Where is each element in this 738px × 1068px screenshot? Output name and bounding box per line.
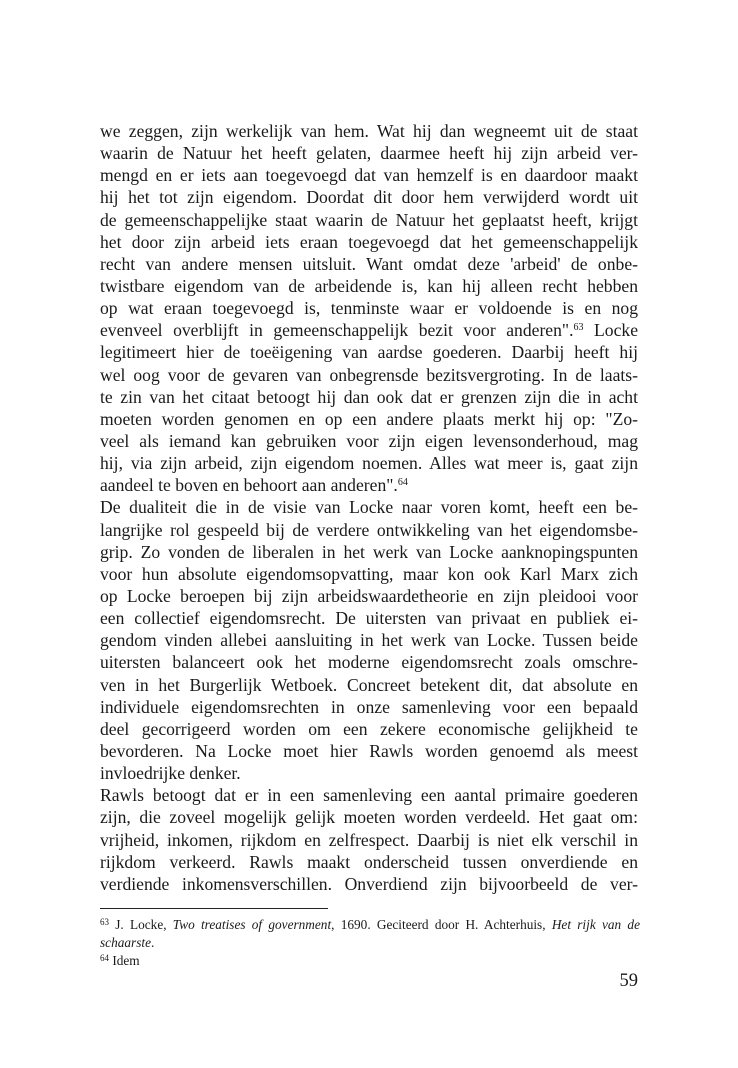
footnotes (100, 916, 640, 970)
footnote-text: J. Locke, (109, 917, 173, 932)
text-line: legitimeert hier de toeëigening van aardse goederen. Daarbij heeft hij (100, 342, 638, 363)
footnote-text: , 1690. Geciteerd door H. Achterhuis, (331, 917, 552, 932)
text-line: mengd en er iets aan toegevoegd dat van hemzelf is en daardoor maakt (100, 165, 638, 186)
text-line: individuele eigendomsrechten in onze samenleving voor een bepaald (100, 696, 638, 717)
footnote-number: 63 (100, 917, 109, 927)
text-line: hij het tot zijn eigendom. Doordat dit door hem verwijderd wordt uit (100, 187, 638, 208)
text-line: de gemeenschappelijke staat waarin de Natuur het geplaatst heeft, krijgt (100, 209, 638, 230)
footnote-separator (100, 908, 328, 909)
text-line: op wat eraan toegevoegd is, tenminste waar er voldoende is en nog (100, 298, 638, 319)
text-line: moeten worden genomen en op een andere plaats merkt hij op: "Zo- (100, 408, 638, 429)
text-fragment: evenveel overblijft in gemeenschappelijk bezit voor anderen". (100, 320, 574, 341)
text-line: hij, via zijn arbeid, zijn eigendom noemen. Alles wat meer is, gaat zijn (100, 453, 638, 474)
text-line: gendom vinden allebei aansluiting in het werk van Locke. Tussen beide (100, 630, 638, 651)
footnote-text: Idem (109, 953, 140, 968)
text-line: een collectief eigendomsrecht. De uitersten van privaat en publiek ei- (100, 608, 638, 629)
text-line-with-footnote (100, 319, 638, 341)
text-line: De dualiteit die in de visie van Locke naar voren komt, heeft een be- (100, 497, 638, 518)
text-line: we zeggen, zijn werkelijk van hem. Wat hij dan wegneemt uit de staat (100, 121, 638, 141)
text-line: veel als iemand kan gebruiken voor zijn eigen levensonderhoud, mag (100, 430, 638, 451)
text-line: invloedrijke denker. (100, 763, 241, 784)
text-line: twistbare eigendom van de arbeidende is, kan hij alleen recht hebben (100, 275, 638, 296)
footnote-64 (100, 952, 640, 970)
text-line: deel gecorrigeerd worden om een zekere economische gelijkheid te (100, 718, 638, 739)
footnote-reference[interactable]: 64 (397, 477, 408, 489)
text-line: langrijke rol gespeeld bij de verdere ontwikkeling van het eigendomsbe- (100, 519, 638, 540)
text-line: te zin van het citaat betoogt hij dan ook dat er grenzen zijn die in acht (100, 386, 638, 407)
footnote-source-title: Het rijk van de (551, 917, 640, 932)
text-line: grip. Zo vonden de liberalen in het werk van Locke aanknopingspunten (100, 541, 638, 562)
text-line: uitersten balanceert ook het moderne eigendomsrecht zoals omschre- (100, 652, 638, 673)
text-line: ven in het Burgerlijk Wetboek. Concreet betekent dit, dat absolute en (100, 674, 638, 695)
text-line: het door zijn arbeid iets eraan toegevoegd dat het gemeenschappelijk (100, 231, 638, 252)
footnote-reference[interactable]: 63 (573, 322, 584, 334)
footnote-number: 64 (100, 953, 109, 963)
footnote-63 (100, 916, 640, 934)
text-line: verdiende inkomensverschillen. Onverdiend zijn bijvoorbeeld de ver- (100, 873, 638, 894)
text-line: recht van andere mensen uitsluit. Want omdat deze 'arbeid' de onbe- (100, 253, 638, 274)
footnote-63-continued (100, 934, 640, 952)
text-fragment: Locke (583, 320, 639, 341)
text-line: rijkdom verkeerd. Rawls maakt onderscheid tussen onverdiende en (100, 851, 638, 872)
text-line: vrijheid, inkomen, rijkdom en zelfrespect. Daarbij is niet elk verschil in (100, 829, 638, 850)
page-number: 59 (619, 971, 638, 991)
text-line: bevorderen. Na Locke moet hier Rawls worden genoemd als meest (100, 740, 638, 761)
text-line: op Locke beroepen bij zijn arbeidswaardetheorie en zijn pleidooi voor (100, 585, 638, 606)
text-line: voor hun absolute eigendomsopvatting, maar kon ook Karl Marx zich (100, 563, 638, 584)
text-fragment: aandeel te boven en behoort aan anderen". (100, 475, 398, 496)
footnote-title: Two treatises of government (172, 917, 332, 932)
text-line-with-footnote (100, 474, 638, 496)
footnote-source-title: schaarste (100, 935, 151, 950)
text-line: wel oog voor de gevaren van onbegrensde bezitsvergroting. In de laats- (100, 364, 638, 385)
text-line: Rawls betoogt dat er in een samenleving een aantal primaire goederen (100, 785, 638, 806)
text-line: waarin de Natuur het heeft gelaten, daarmee heeft hij zijn arbeid ver- (100, 143, 638, 164)
page-body (100, 120, 638, 895)
text-line: zijn, die zoveel mogelijk gelijk moeten worden verdeeld. Het gaat om: (100, 807, 638, 828)
footnote-text: . (150, 935, 155, 950)
